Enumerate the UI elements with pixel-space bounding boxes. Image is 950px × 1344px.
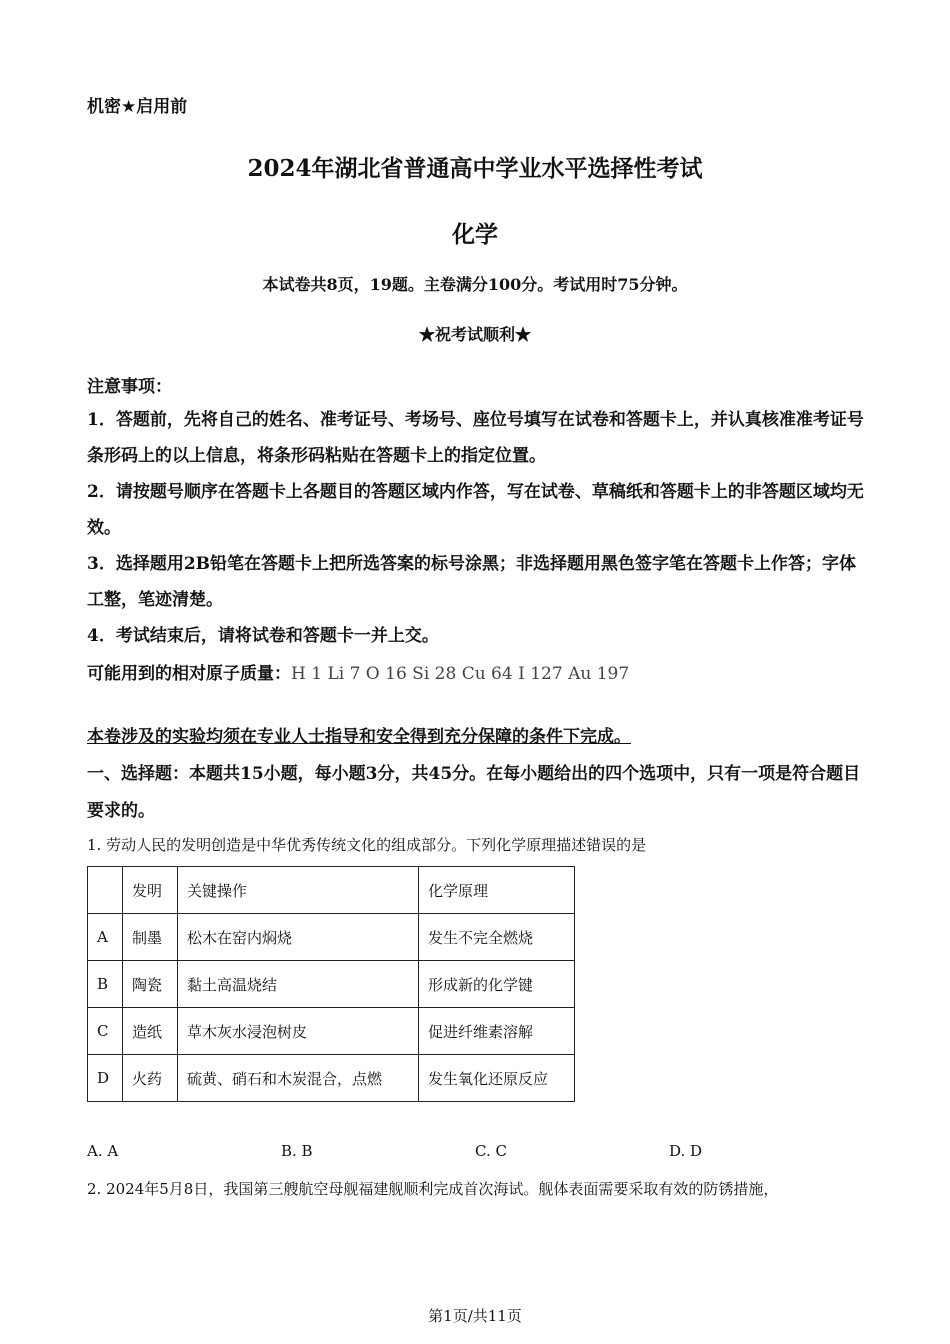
- table-row: [88, 914, 575, 961]
- atomic-mass-values: H 1 Li 7 O 16 Si 28 Cu 64 I 127 Au 197: [291, 664, 630, 684]
- question-1-stem: 1. 劳动人民的发明创造是中华优秀传统文化的组成部分。下列化学原理描述错误的是: [87, 836, 647, 854]
- notice-list: [87, 402, 867, 654]
- subject-title: 化学: [452, 221, 498, 248]
- confidential-label: 机密★启用前: [87, 97, 188, 117]
- table-cell: 发生不完全燃烧: [419, 914, 575, 961]
- table-cell: 制墨: [123, 914, 178, 961]
- wish-line: ★祝考试顺利★: [418, 325, 531, 344]
- option-c: C. C: [475, 1142, 507, 1160]
- page-footer: 第1页/共11页: [428, 1307, 522, 1325]
- option-d: D. D: [669, 1142, 703, 1160]
- option-b: B. B: [281, 1142, 313, 1160]
- question-2-stem: 2. 2024年5月8日，我国第三艘航空母舰福建舰顺利完成首次海试。舰体表面需要采取有效的防锈措施，: [87, 1180, 779, 1198]
- table-cell: 发明: [123, 867, 178, 914]
- notice-item-4: 4．考试结束后，请将试卷和答题卡一并上交。: [87, 626, 439, 646]
- safety-note: 本卷涉及的实验均须在专业人士指导和安全得到充分保障的条件下完成。: [87, 727, 631, 747]
- notice-heading: 注意事项：: [87, 377, 172, 397]
- table-cell: 促进纤维素溶解: [419, 1008, 575, 1055]
- notice-item-1: 1．答题前，先将自己的姓名、准考证号、考场号、座位号填写在试卷和答题卡上，并认真核准准考证号条形码上的以上信息，将条形码粘贴在答题卡上的指定位置。: [87, 410, 864, 466]
- table-cell: A: [88, 914, 123, 961]
- option-a: A. A: [87, 1142, 119, 1160]
- table-cell: 形成新的化学键: [419, 961, 575, 1008]
- table-cell: 发生氧化还原反应: [419, 1055, 575, 1102]
- table-cell: 化学原理: [419, 867, 575, 914]
- table-row: [88, 961, 575, 1008]
- table-row: [88, 1008, 575, 1055]
- notice-item-3: 3．选择题用2B铅笔在答题卡上把所选答案的标号涂黑；非选择题用黑色签字笔在答题卡上作答；字体工整，笔迹清楚。: [87, 554, 857, 610]
- table-header-row: [88, 867, 575, 914]
- question-1-table: [87, 866, 575, 1102]
- exam-title: 2024年湖北省普通高中学业水平选择性考试: [247, 155, 703, 182]
- table-cell: 造纸: [123, 1008, 178, 1055]
- table-cell: C: [88, 1008, 123, 1055]
- table-cell: 黏土高温烧结: [178, 961, 419, 1008]
- table-cell: 陶瓷: [123, 961, 178, 1008]
- table-row: [88, 1055, 575, 1102]
- table-cell: [88, 867, 123, 914]
- table-cell: 松木在窑内焖烧: [178, 914, 419, 961]
- atomic-mass-label: 可能用到的相对原子质量：: [87, 664, 291, 684]
- table-cell: D: [88, 1055, 123, 1102]
- table-cell: 硫黄、硝石和木炭混合，点燃: [178, 1055, 419, 1102]
- notice-item-2: 2．请按题号顺序在答题卡上各题目的答题区域内作答，写在试卷、草稿纸和答题卡上的非答题区域均无效。: [87, 482, 864, 538]
- exam-info: 本试卷共8页，19题。主卷满分100分。考试用时75分钟。: [262, 275, 688, 294]
- table-cell: 火药: [123, 1055, 178, 1102]
- atomic-mass-line: [87, 659, 629, 684]
- table-cell: 草木灰水浸泡树皮: [178, 1008, 419, 1055]
- table-cell: B: [88, 961, 123, 1008]
- section-heading: 一、选择题：本题共15小题，每小题3分，共45分。在每小题给出的四个选项中，只有一项是符合题目要求的。: [87, 764, 861, 821]
- table-cell: 关键操作: [178, 867, 419, 914]
